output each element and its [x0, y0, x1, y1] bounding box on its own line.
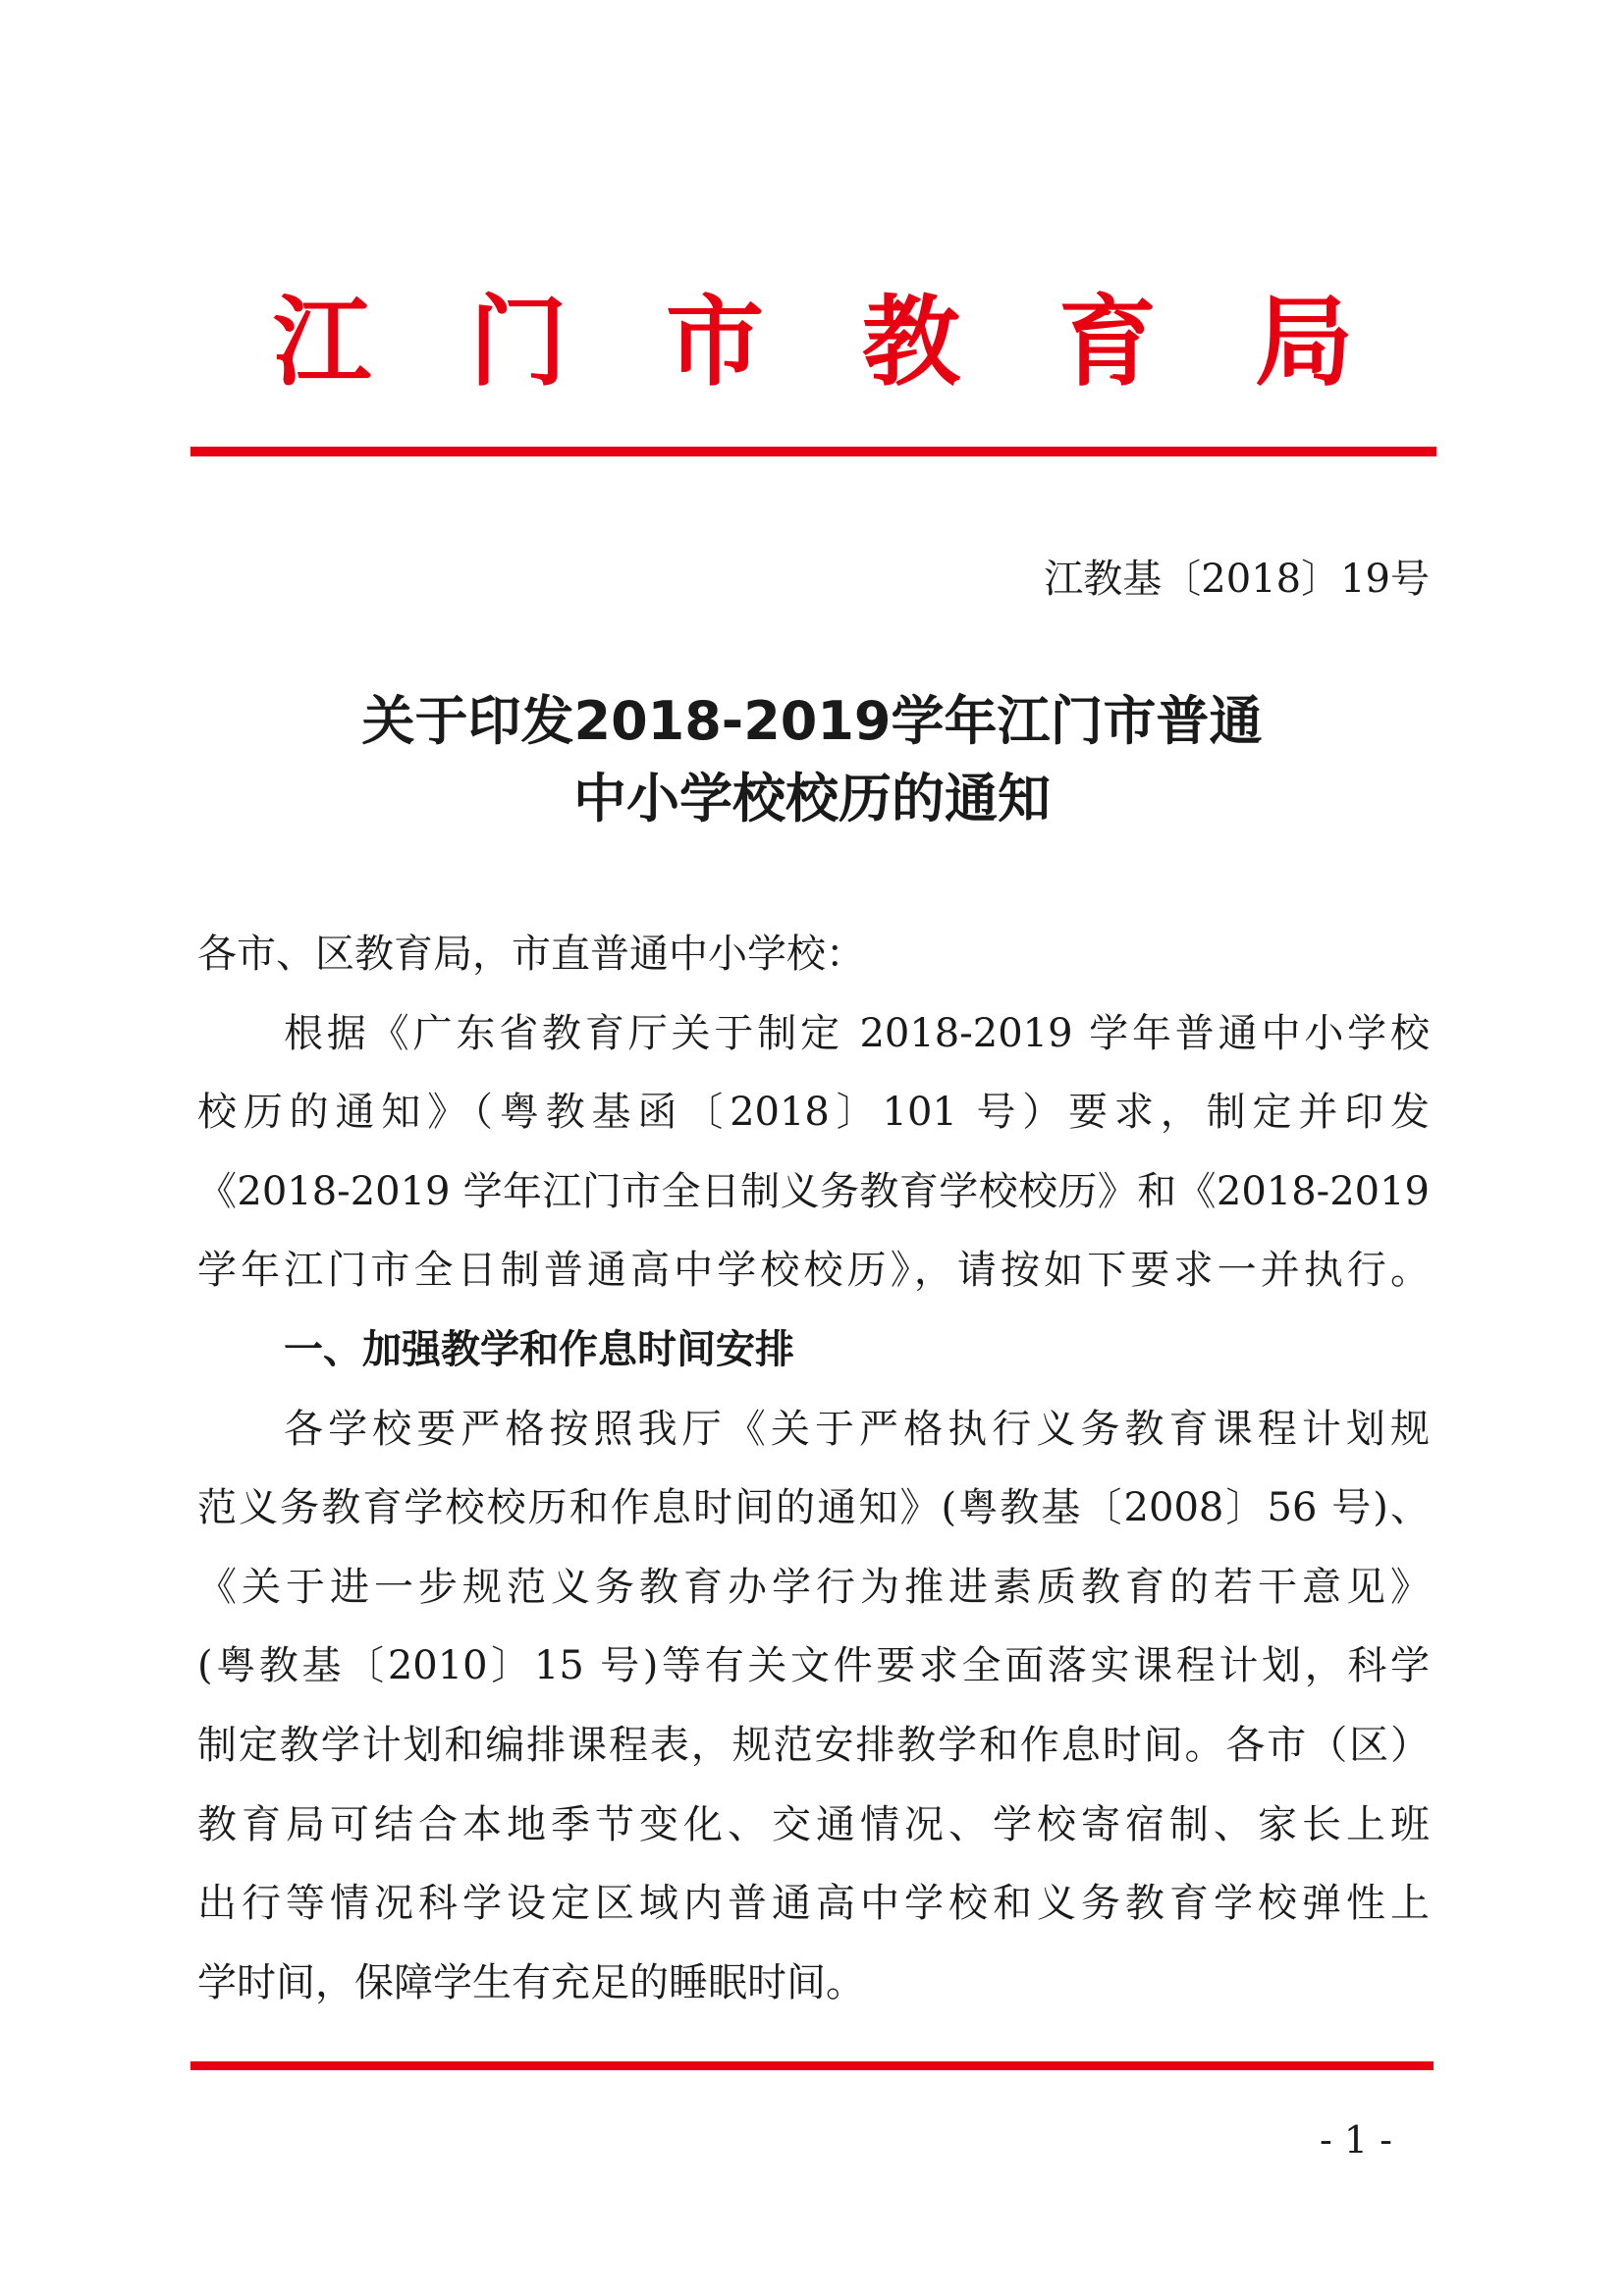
title-line: 关于印发2018-2019学年江门市普通 — [361, 690, 1263, 752]
top-red-rule — [190, 447, 1436, 456]
salutation: 各市、区教育局，市直普通中小学校： — [197, 932, 865, 977]
body-line: 范义务教育学校校历和作息时间的通知》(粤教基〔2008〕56 号)、 — [197, 1485, 1430, 1531]
body-line: 各学校要严格按照我厅《关于严格执行义务教育课程计划规 — [284, 1406, 1430, 1452]
page-number: - 1 - — [1319, 2118, 1392, 2162]
body-line: (粤教基〔2010〕15 号)等有关文件要求全面落实课程计划，科学 — [197, 1643, 1430, 1689]
body-line: 《2018-2019 学年江门市全日制义务教育学校校历》和《2018-2019 — [197, 1168, 1430, 1214]
title-line: 中小学校校历的通知 — [573, 768, 1051, 829]
body-line: 学年江门市全日制普通高中学校校历》，请按如下要求一并执行。 — [197, 1248, 1430, 1294]
body-line: 根据《广东省教育厅关于制定 2018-2019 学年普通中小学校 — [284, 1010, 1430, 1056]
body-line: 校历的通知》（粤教基函〔2018〕101 号）要求，制定并印发 — [197, 1090, 1430, 1136]
body-line: 制定教学计划和编排课程表，规范安排教学和作息时间。各市（区） — [197, 1722, 1430, 1768]
document-title — [0, 682, 1624, 837]
body-line: 教育局可结合本地季节变化、交通情况、学校寄宿制、家长上班 — [197, 1801, 1430, 1847]
document-number: 江教基〔2018〕19号 — [1044, 557, 1430, 602]
bottom-red-rule — [190, 2061, 1434, 2070]
body-line: 学时间，保障学生有充足的睡眠时间。 — [197, 1959, 865, 2005]
body-line: 《关于进一步规范义务教育办学行为推进素质教育的若干意见》 — [197, 1564, 1430, 1610]
issuing-authority-header: 江门市教育局 — [273, 289, 1451, 398]
section-heading: 一、加强教学和作息时间安排 — [284, 1326, 794, 1372]
body-line: 出行等情况科学设定区域内普通高中学校和义务教育学校弹性上 — [197, 1881, 1430, 1927]
document-body — [197, 915, 1430, 2022]
